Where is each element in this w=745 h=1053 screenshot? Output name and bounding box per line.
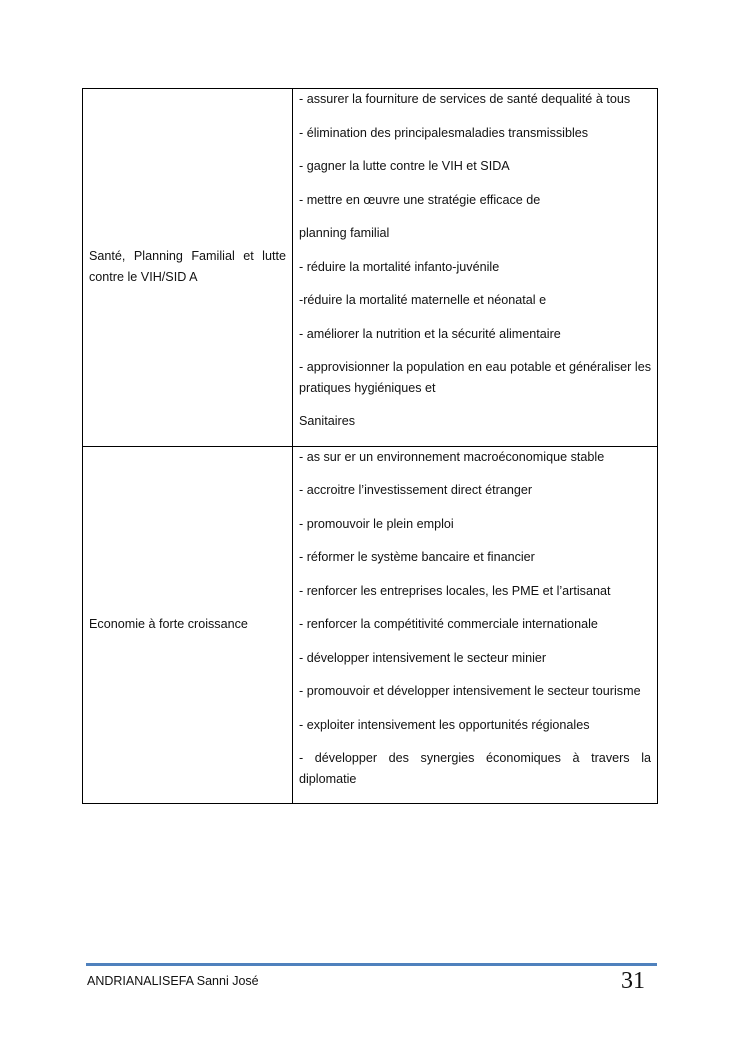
list-item: - mettre en œuvre une stratégie efficace de xyxy=(299,192,541,207)
list-item: - développer des synergies économiques à travers la diplomatie xyxy=(299,751,651,786)
list-item: planning familial xyxy=(299,226,390,240)
row-items-cell xyxy=(293,446,658,804)
list-item: - accroitre l’investissement direct étranger xyxy=(299,483,533,497)
list-item: -réduire la mortalité maternelle et néonatal e xyxy=(299,293,547,307)
list-item: - renforcer la compétitivité commerciale internationale xyxy=(299,617,598,631)
table-row-economy xyxy=(83,446,658,804)
row-label-cell xyxy=(83,446,293,804)
list-item: - gagner la lutte contre le VIH et SIDA xyxy=(299,159,510,173)
list-item: - promouvoir le plein emploi xyxy=(299,516,454,531)
page-number: 31 xyxy=(621,968,645,994)
row-label-cell xyxy=(83,89,293,447)
footer-divider xyxy=(86,963,657,966)
list-item: - exploiter intensivement les opportunités régionales xyxy=(299,717,590,732)
list-item: - promouvoir et développer intensivement le secteur tourisme xyxy=(299,684,641,698)
list-item: - approvisionner la population en eau potable et généraliser les pratiques hygiéniques et xyxy=(299,360,651,395)
list-item: - réduire la mortalité infanto-juvénile xyxy=(299,259,500,274)
list-item: - développer intensivement le secteur minier xyxy=(299,650,547,665)
footer-author: ANDRIANALISEFA Sanni José xyxy=(87,974,259,988)
row-label: Santé, Planning Familial et lutte contre le VIH/SID A xyxy=(89,249,286,285)
list-item: - renforcer les entreprises locales, les PME et l’artisanat xyxy=(299,583,611,598)
list-item: - réformer le système bancaire et financier xyxy=(299,550,535,564)
list-item: - élimination des principalesmaladies transmissibles xyxy=(299,125,589,140)
row-label: Economie à forte croissance xyxy=(89,617,248,632)
row-items-cell xyxy=(293,89,658,447)
list-item: - assurer la fourniture de services de santé dequalité à tous xyxy=(299,92,631,106)
table-row-health xyxy=(83,89,658,447)
objectives-table xyxy=(82,88,658,804)
list-item: - as sur er un environnement macroéconomique stable xyxy=(299,449,605,464)
list-item: Sanitaires xyxy=(299,414,356,428)
list-item: - améliorer la nutrition et la sécurité alimentaire xyxy=(299,326,561,341)
